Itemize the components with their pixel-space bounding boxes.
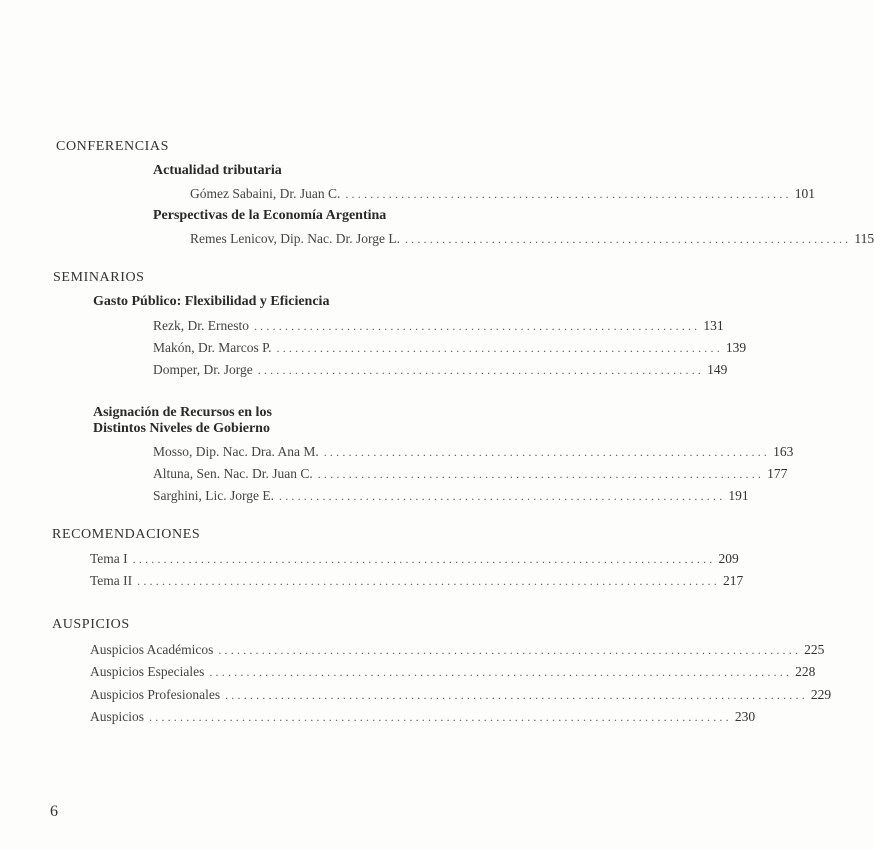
toc-entry-label: Auspicios Académicos (90, 642, 214, 657)
subsection-title-perspectivas: Perspectivas de la Economía Argentina (153, 208, 387, 223)
toc-entry-label: Mosso, Dip. Nac. Dra. Ana M. (153, 444, 319, 459)
toc-entry[interactable] (153, 488, 749, 505)
toc-entry-page: 177 (767, 466, 788, 481)
page-number: 6 (50, 803, 58, 820)
subsection-title-gasto: Gasto Público: Flexibilidad y Eficiencia (93, 294, 330, 309)
toc-entry-page: 149 (707, 362, 728, 377)
subsection-title-asignacion-line1: Asignación de Recursos en los (93, 405, 272, 420)
section-title-seminarios: SEMINARIOS (53, 270, 145, 285)
toc-entry-page: 115 (854, 231, 874, 246)
toc-entry-label: Auspicios Profesionales (90, 687, 221, 702)
toc-entry[interactable] (153, 340, 747, 357)
dot-leader: ........................................................................ (253, 319, 701, 333)
dot-leader: .............................................................................................. (225, 688, 808, 702)
toc-entry-page: 230 (734, 709, 756, 724)
toc-entry-label: Makón, Dr. Marcos P. (153, 340, 272, 355)
subsection-title-asignacion-line2: Distintos Niveles de Gobierno (93, 421, 270, 436)
toc-entry-page: 191 (728, 488, 749, 503)
toc-entry[interactable] (90, 551, 739, 568)
toc-entry[interactable] (190, 186, 816, 203)
toc-entry[interactable] (153, 318, 724, 335)
dot-leader: ........................................................................ (323, 445, 771, 459)
toc-entry-page: 139 (725, 340, 747, 355)
toc-entry-page: 209 (718, 551, 739, 566)
dot-leader: .............................................................................................. (149, 710, 732, 724)
dot-leader: .............................................................................................. (209, 665, 793, 679)
dot-leader: ........................................................................ (276, 341, 723, 355)
dot-leader: .............................................................................................. (132, 552, 716, 566)
toc-entry-label: Auspicios Especiales (90, 664, 205, 679)
toc-entry-page: 229 (810, 687, 832, 702)
dot-leader: .............................................................................................. (218, 643, 802, 657)
toc-entry[interactable] (153, 466, 788, 483)
section-title-auspicios: AUSPICIOS (52, 617, 130, 632)
dot-leader: ........................................................................ (257, 363, 705, 377)
toc-entry-page: 131 (703, 318, 724, 333)
toc-entry-label: Tema II (90, 573, 133, 588)
toc-entry-label: Auspicios (90, 709, 144, 724)
toc-entry-page: 101 (794, 186, 816, 201)
dot-leader: ........................................................................ (345, 187, 792, 201)
toc-entry-label: Altuna, Sen. Nac. Dr. Juan C. (153, 466, 313, 481)
toc-entry[interactable] (153, 362, 728, 379)
subsection-title-actualidad: Actualidad tributaria (153, 163, 282, 178)
toc-entry-label: Rezk, Dr. Ernesto (153, 318, 249, 333)
toc-entry-label: Domper, Dr. Jorge (153, 362, 253, 377)
toc-entry-label: Tema I (90, 551, 128, 566)
toc-entry-label: Gómez Sabaini, Dr. Juan C. (190, 186, 341, 201)
toc-entry[interactable] (190, 231, 874, 248)
toc-entry[interactable] (90, 687, 832, 704)
toc-entry-page: 163 (773, 444, 794, 459)
toc-entry-page: 225 (804, 642, 825, 657)
toc-entry[interactable] (90, 664, 816, 681)
toc-entry[interactable] (153, 444, 794, 461)
dot-leader: .............................................................................................. (137, 574, 720, 588)
section-title-recomendaciones: RECOMENDACIONES (52, 527, 201, 542)
toc-entry[interactable] (90, 709, 756, 726)
toc-entry[interactable] (90, 573, 744, 590)
toc-entry-label: Remes Lenicov, Dip. Nac. Dr. Jorge L. (190, 231, 400, 246)
dot-leader: ........................................................................ (404, 232, 852, 246)
toc-entry-page: 217 (722, 573, 744, 588)
toc-entry-page: 228 (795, 664, 816, 679)
toc-entry[interactable] (90, 642, 825, 659)
dot-leader: ........................................................................ (317, 467, 765, 481)
dot-leader: ........................................................................ (279, 489, 726, 503)
toc-entry-label: Sarghini, Lic. Jorge E. (153, 488, 274, 503)
section-title-conferencias: CONFERENCIAS (56, 139, 169, 154)
